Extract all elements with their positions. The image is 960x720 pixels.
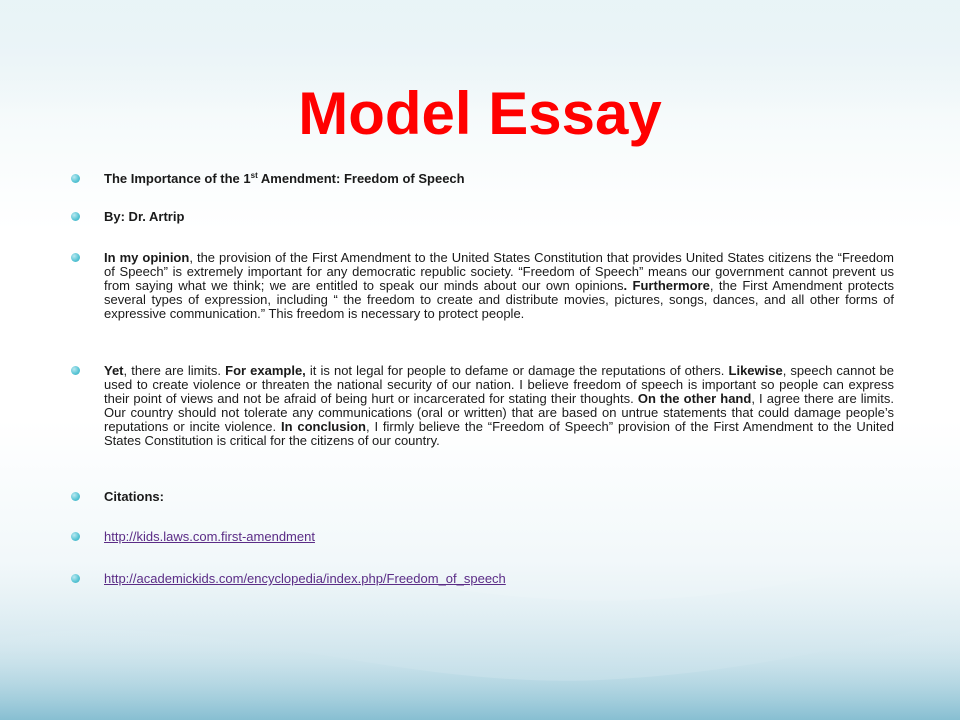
essay-title-text: The Importance of the 1 bbox=[104, 171, 251, 186]
paragraph-text: , I firmly believe the “Freedom of Speech” provision of the First Amendment to the United States Constitution is critical for the citizens of our country. bbox=[104, 419, 894, 448]
paragraph-1 bbox=[104, 251, 894, 321]
paragraph-text: , the provision of the First Amendment to the United States Constitution that provides United States citizens the “Freedom of Speech” is extremely important for any democratic republic society. “Freedom of Speech” means our government cannot prevent us from saying what we think; we are entitled to speak our minds about our own opinions bbox=[104, 250, 895, 293]
paragraph-text: it is not legal for people to defame or damage the reputations of others. bbox=[305, 363, 729, 378]
paragraph-text: , speech cannot be used to create violence or threaten the national security of our nation. I believe freedom of speech is important so people can express their point of views and not be afraid of being hurt or incarcerated for stating their thoughts. bbox=[104, 363, 895, 406]
bullet-icon bbox=[71, 253, 80, 262]
citations-label: Citations: bbox=[104, 489, 164, 504]
citations-item bbox=[104, 490, 894, 504]
bullet-icon bbox=[71, 532, 80, 541]
essay-title-rest: Amendment: Freedom of Speech bbox=[257, 171, 465, 186]
transition-phrase: . Furthermore bbox=[623, 278, 710, 293]
citation-link-2[interactable]: http://academickids.com/encyclopedia/index.php/Freedom_of_speech bbox=[104, 571, 506, 586]
transition-phrase: On the other hand bbox=[637, 391, 752, 406]
bullet-icon bbox=[71, 492, 80, 501]
transition-phrase: For example, bbox=[225, 363, 306, 378]
paragraph-text: , the First Amendment protects several types of expression, including “ the freedom to create and distribute movies, pictures, songs, dances, and all other forms of expressive communication.” This freedom is necessary to protect people. bbox=[104, 278, 894, 321]
paragraph-2 bbox=[104, 364, 894, 448]
transition-phrase: Yet bbox=[104, 363, 124, 378]
citation-link-1[interactable]: http://kids.laws.com.first-amendment bbox=[104, 529, 315, 544]
citation-link-item bbox=[104, 572, 894, 586]
transition-phrase: In my opinion bbox=[104, 250, 190, 265]
bullet-icon bbox=[71, 574, 80, 583]
essay-title-item bbox=[104, 172, 894, 186]
bullet-icon bbox=[71, 174, 80, 183]
slide-title: Model Essay bbox=[298, 80, 662, 147]
byline-item bbox=[104, 210, 894, 224]
paragraph-text: , there are limits. bbox=[123, 363, 226, 378]
bullet-icon bbox=[71, 366, 80, 375]
ordinal-suffix: st bbox=[250, 171, 258, 180]
transition-phrase: In conclusion bbox=[280, 419, 366, 434]
transition-phrase: Likewise bbox=[728, 363, 783, 378]
paragraph-text: , I agree there are limits. Our country should not tolerate any communications (oral or written) that are based on untrue statements that could damage people’s reputations or incite violence. bbox=[104, 391, 894, 434]
bullet-icon bbox=[71, 212, 80, 221]
byline-text: By: Dr. Artrip bbox=[104, 209, 185, 224]
citation-link-item bbox=[104, 530, 894, 544]
